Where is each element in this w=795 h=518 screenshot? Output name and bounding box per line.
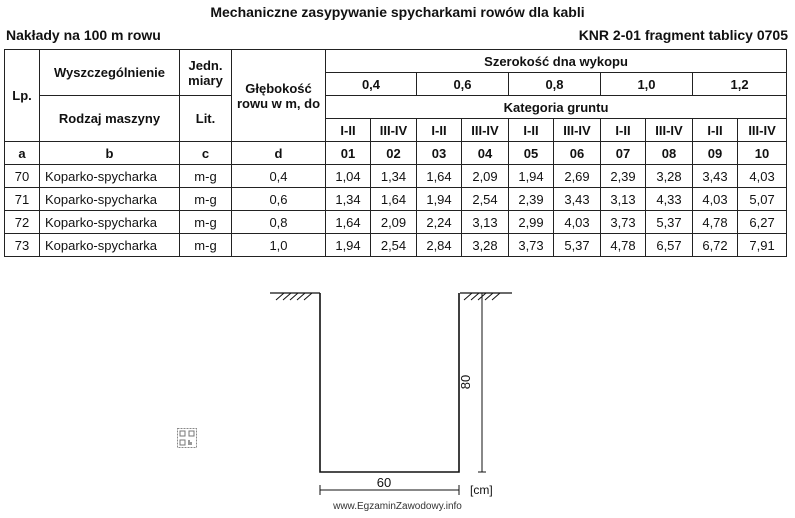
unit-label: [cm] [470, 483, 493, 497]
category-header: I-II [601, 119, 646, 142]
header-wyszczegolnienie: Wyszczególnienie [40, 50, 180, 96]
table-row [5, 165, 787, 188]
cell-lp: 73 [5, 234, 40, 257]
cell-value: 2,84 [417, 234, 462, 257]
cell-value: 4,78 [601, 234, 646, 257]
index-cell: 09 [693, 142, 738, 165]
cell-lp: 70 [5, 165, 40, 188]
table-row [5, 188, 787, 211]
index-cell: 07 [601, 142, 646, 165]
cell-value: 5,07 [738, 188, 787, 211]
index-cell: c [180, 142, 232, 165]
header-lp: Lp. [5, 50, 40, 142]
watermark: www.EgzaminZawodowy.info [333, 501, 462, 512]
width-header: 1,2 [693, 73, 787, 96]
index-cell: 06 [554, 142, 601, 165]
subtitle-left: Nakłady na 100 m rowu [6, 27, 161, 43]
cell-value: 2,69 [554, 165, 601, 188]
cell-machine: Koparko-spycharka [40, 165, 180, 188]
cell-value: 6,57 [646, 234, 693, 257]
category-header: III-IV [371, 119, 417, 142]
cell-value: 3,73 [509, 234, 554, 257]
width-header: 0,8 [509, 73, 601, 96]
cell-value: 4,03 [693, 188, 738, 211]
cell-value: 3,73 [601, 211, 646, 234]
category-header: III-IV [554, 119, 601, 142]
header-kategoria: Kategoria gruntu [326, 96, 787, 119]
index-cell: a [5, 142, 40, 165]
cell-value: 2,24 [417, 211, 462, 234]
cell-depth: 0,8 [232, 211, 326, 234]
width-header: 0,4 [326, 73, 417, 96]
cell-value: 2,99 [509, 211, 554, 234]
table-row [5, 211, 787, 234]
cell-value: 1,34 [371, 165, 417, 188]
cell-unit: m-g [180, 234, 232, 257]
index-cell: 08 [646, 142, 693, 165]
cell-value: 3,43 [554, 188, 601, 211]
header-glebokosc: Głębokość rowu w m, do [232, 50, 326, 142]
header-rodzaj-maszyny: Rodzaj maszyny [40, 96, 180, 142]
category-header: I-II [417, 119, 462, 142]
cell-value: 1,94 [326, 234, 371, 257]
qr-code-icon [177, 428, 197, 448]
document-title: Mechaniczne zasypywanie spycharkami rowów dla kabli [210, 4, 585, 20]
index-cell: 02 [371, 142, 417, 165]
cell-value: 2,39 [601, 165, 646, 188]
table-row [5, 234, 787, 257]
cell-value: 7,91 [738, 234, 787, 257]
cell-value: 6,27 [738, 211, 787, 234]
cell-unit: m-g [180, 211, 232, 234]
header-jednostka: Jedn. miary [180, 50, 232, 96]
cell-value: 2,39 [509, 188, 554, 211]
cell-depth: 0,6 [232, 188, 326, 211]
cell-value: 1,64 [417, 165, 462, 188]
category-header: I-II [326, 119, 371, 142]
cell-value: 1,94 [509, 165, 554, 188]
index-cell: 10 [738, 142, 787, 165]
trench-outline [320, 293, 459, 472]
soil-hatch-left [276, 293, 312, 300]
cell-value: 1,64 [371, 188, 417, 211]
category-header: III-IV [646, 119, 693, 142]
cell-value: 1,64 [326, 211, 371, 234]
width-header: 1,0 [601, 73, 693, 96]
cell-value: 1,34 [326, 188, 371, 211]
index-cell: 01 [326, 142, 371, 165]
cell-value: 5,37 [554, 234, 601, 257]
cell-value: 3,28 [462, 234, 509, 257]
cell-lp: 71 [5, 188, 40, 211]
cell-value: 3,43 [693, 165, 738, 188]
index-cell: 03 [417, 142, 462, 165]
cell-value: 6,72 [693, 234, 738, 257]
category-header: I-II [509, 119, 554, 142]
cell-depth: 1,0 [232, 234, 326, 257]
cell-unit: m-g [180, 188, 232, 211]
cell-machine: Koparko-spycharka [40, 234, 180, 257]
cell-value: 2,09 [371, 211, 417, 234]
cell-machine: Koparko-spycharka [40, 188, 180, 211]
index-cell: d [232, 142, 326, 165]
cell-machine: Koparko-spycharka [40, 211, 180, 234]
knr-table [4, 49, 787, 257]
width-label: 60 [376, 475, 392, 490]
category-header: III-IV [462, 119, 509, 142]
index-cell: 04 [462, 142, 509, 165]
cell-value: 2,54 [371, 234, 417, 257]
cell-value: 4,78 [693, 211, 738, 234]
cell-lp: 72 [5, 211, 40, 234]
cell-value: 3,13 [601, 188, 646, 211]
cell-value: 2,54 [462, 188, 509, 211]
trench-cross-section [0, 280, 795, 500]
header-szerokosc: Szerokość dna wykopu [326, 50, 787, 73]
cell-value: 1,04 [326, 165, 371, 188]
category-header: III-IV [738, 119, 787, 142]
header-lit: Lit. [180, 96, 232, 142]
cell-unit: m-g [180, 165, 232, 188]
depth-label: 80 [458, 374, 473, 390]
cell-value: 3,28 [646, 165, 693, 188]
index-row [5, 142, 787, 165]
cell-depth: 0,4 [232, 165, 326, 188]
cell-value: 1,94 [417, 188, 462, 211]
index-cell: 05 [509, 142, 554, 165]
subtitle-right: KNR 2-01 fragment tablicy 0705 [578, 27, 788, 43]
cell-value: 4,03 [738, 165, 787, 188]
category-header: I-II [693, 119, 738, 142]
cell-value: 4,33 [646, 188, 693, 211]
cell-value: 2,09 [462, 165, 509, 188]
cell-value: 3,13 [462, 211, 509, 234]
index-cell: b [40, 142, 180, 165]
cell-value: 5,37 [646, 211, 693, 234]
width-header: 0,6 [417, 73, 509, 96]
cell-value: 4,03 [554, 211, 601, 234]
